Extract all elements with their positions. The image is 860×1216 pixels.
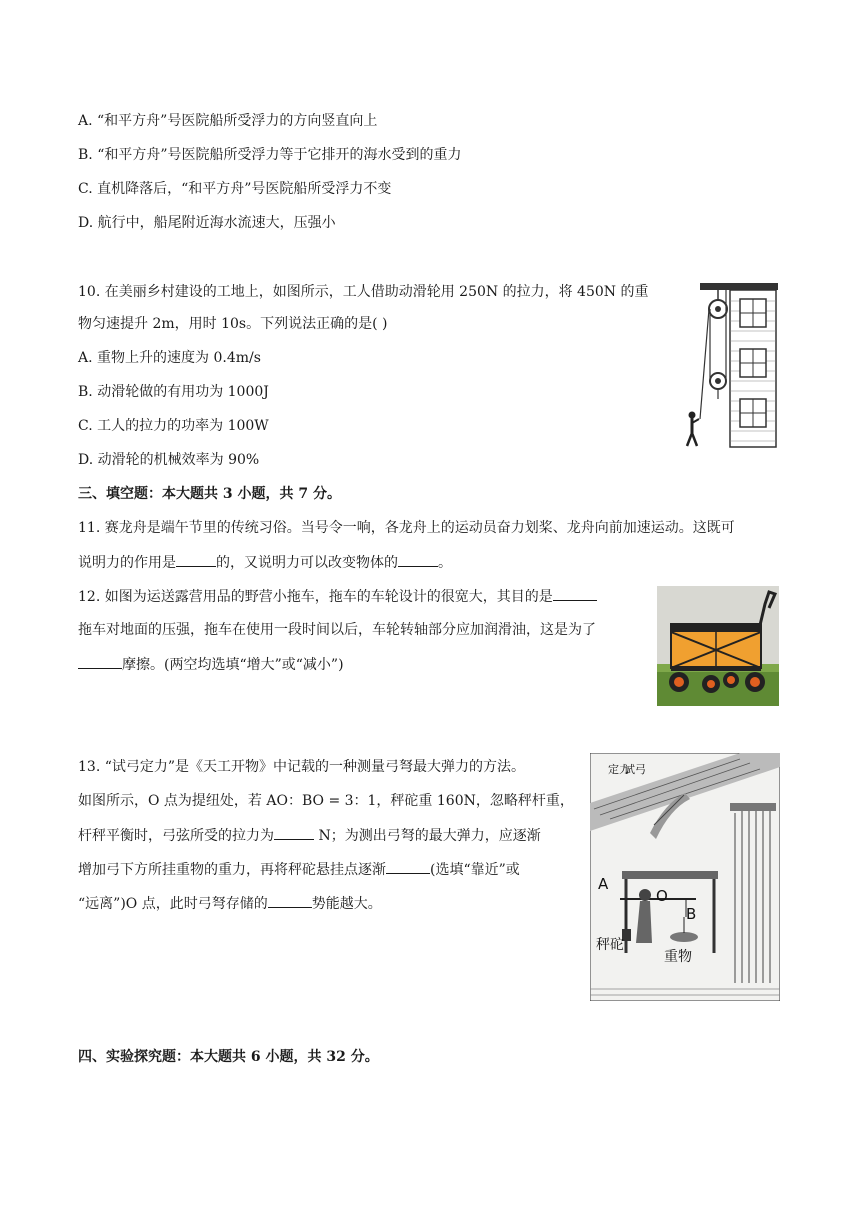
q11-stem-line1: 11. 赛龙舟是端午节里的传统习俗。当号令一响，各龙舟上的运动员奋力划桨、龙舟向前加速运动。这既可: [78, 520, 735, 536]
section-3-heading: 三、填空题：本大题共 3 小题，共 7 分。: [78, 486, 341, 502]
q13-text-b: N；为测出弓弩的最大弹力，应逐渐: [314, 828, 541, 844]
q10-stem-line2: 物匀速提升 2m，用时 10s。下列说法正确的是( ): [78, 316, 388, 332]
fig-label-a: A: [598, 875, 609, 893]
q13-text-a: 杆秤平衡时，弓弦所受的拉力为: [78, 828, 274, 844]
camping-wagon-photo: [657, 586, 779, 706]
q13-text-f: 势能越大。: [311, 896, 382, 912]
q9-option-b: B. “和平方舟”号医院船所受浮力等于它排开的海水受到的重力: [78, 147, 462, 163]
q12-stem-line3: [78, 654, 344, 675]
q13-stem-line2: 如图所示，O 点为提纽处，若 AO：BO = 3：1，秤砣重 160N，忽略秤杆重，: [78, 793, 574, 809]
q10-option-b: B. 动滑轮做的有用功为 1000J: [78, 384, 269, 400]
fig-label-heavy-object: 重物: [664, 949, 692, 965]
q12-blank-2[interactable]: [78, 654, 122, 669]
q13-blank-2[interactable]: [386, 859, 430, 874]
q13-stem-line4: [78, 859, 520, 880]
q13-stem-line3: [78, 825, 541, 846]
q12-stem-line2: 拖车对地面的压强，拖车在使用一段时间以后，车轮转轴部分应加润滑油，这是为了: [78, 622, 596, 638]
q11-text-a: 说明力的作用是: [78, 555, 176, 571]
q11-text-b: 的，又说明力可以改变物体的: [216, 555, 398, 571]
q13-stem-line5: [78, 893, 382, 914]
fig-label-counterweight: 秤砣: [596, 937, 624, 953]
q13-text-d: (选填“靠近”或: [430, 862, 520, 878]
q13-stem-line1: 13. “试弓定力”是《天工开物》中记载的一种测量弓弩最大弹力的方法。: [78, 759, 526, 775]
q9-option-c: C. 直机降落后，“和平方舟”号医院船所受浮力不变: [78, 181, 392, 197]
fig-title-line1: 试弓: [624, 763, 646, 776]
fig-title-line2: 定力: [608, 763, 630, 776]
bow-testing-illustration: [590, 753, 780, 1001]
q9-option-a: A. “和平方舟”号医院船所受浮力的方向竖直向上: [78, 113, 378, 129]
q13-text-e: “远离”)O 点，此时弓弩存储的: [78, 896, 268, 912]
q9-option-d: D. 航行中，船尾附近海水流速大，压强小: [78, 215, 336, 231]
q11-blank-2[interactable]: [398, 552, 438, 567]
q11-blank-1[interactable]: [176, 552, 216, 567]
q12-text-a: 12. 如图为运送露营用品的野营小拖车，拖车的车轮设计的很宽大，其目的是: [78, 589, 553, 605]
q12-stem-line1: [78, 586, 597, 607]
q13-blank-1[interactable]: [274, 825, 314, 840]
fig-label-o: O: [656, 887, 668, 905]
q10-option-d: D. 动滑轮的机械效率为 90%: [78, 452, 260, 468]
q10-option-c: C. 工人的拉力的功率为 100W: [78, 418, 269, 434]
q13-blank-3[interactable]: [268, 893, 312, 908]
q11-text-c: 。: [438, 555, 452, 571]
q13-text-c: 增加弓下方所挂重物的重力，再将秤砣悬挂点逐渐: [78, 862, 386, 878]
section-4-heading: 四、实验探究题：本大题共 6 小题，共 32 分。: [78, 1049, 379, 1065]
pulley-building-figure: [680, 281, 780, 451]
q11-stem-line2: [78, 552, 452, 573]
q12-blank-1[interactable]: [553, 586, 597, 601]
fig-label-b: B: [686, 905, 697, 923]
q10-option-a: A. 重物上升的速度为 0.4m/s: [78, 350, 261, 366]
q12-text-c: 摩擦。(两空均选填“增大”或“减小”): [122, 657, 344, 673]
q10-stem-line1: 10. 在美丽乡村建设的工地上，如图所示，工人借助动滑轮用 250N 的拉力，将 450N 的重: [78, 284, 649, 300]
